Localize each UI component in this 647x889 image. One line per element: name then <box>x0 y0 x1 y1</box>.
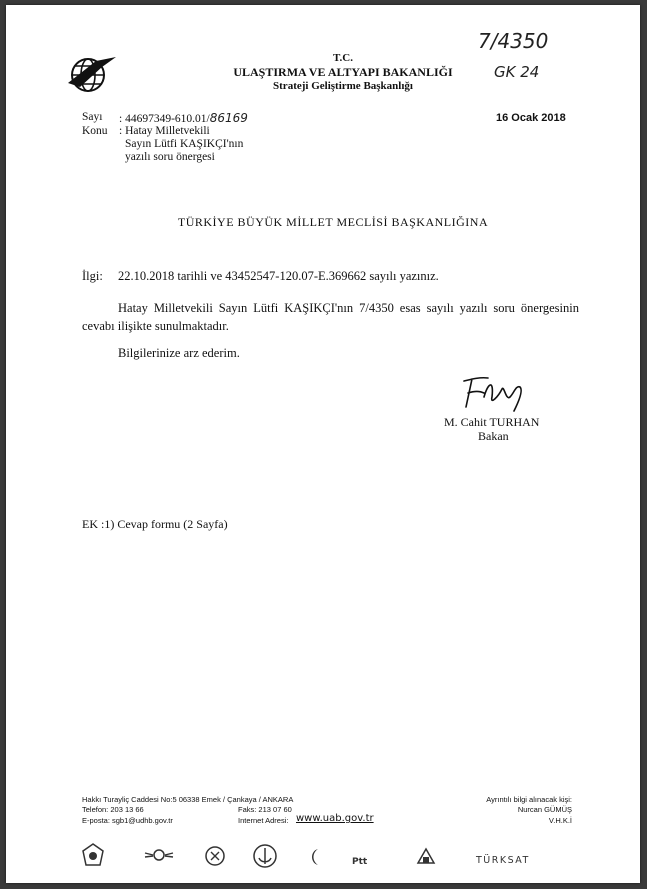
footer-contact-title: V.H.K.İ <box>548 816 572 825</box>
addressee: TÜRKİYE BÜYÜK MİLLET MECLİSİ BAŞKANLIĞINA <box>177 215 489 229</box>
handwritten-code: GK 24 <box>494 63 540 81</box>
footer-internet-label: Internet Adresi: <box>238 816 289 825</box>
maritime-emblem-logo-icon <box>252 843 278 869</box>
ptt-logo: Ptt <box>352 857 368 867</box>
ilgi-label: İlgi: <box>82 269 103 283</box>
handwritten-ref-number: 7/4350 <box>478 29 549 53</box>
closing-text: Bilgilerinize arz ederim. <box>118 346 240 360</box>
header-ministry: ULAŞTIRMA VE ALTYAPI BAKANLIĞI <box>233 65 453 79</box>
konu-line-3: yazılı soru önergesi <box>125 151 215 163</box>
paragraph-1-line-1: Hatay Milletvekili Sayın Lütfi KAŞIKÇI'nın 7/4350 esas sayılı yazılı soru önergesinin <box>118 301 579 315</box>
kgm-logo-icon <box>204 845 226 867</box>
konu-line-1: : Hatay Milletvekili <box>119 125 210 137</box>
footer-address: Hakkı Turayliç Caddesi No:5 06338 Emek / Çankaya / ANKARA <box>82 795 294 804</box>
signer-name: M. Cahit TURHAN <box>444 415 540 429</box>
konu-line-2: Sayın Lütfi KAŞIKÇI'nın <box>125 138 244 150</box>
sayi-number: : 44697349-610.01/ <box>119 113 210 125</box>
crescent-logo-icon <box>306 847 324 867</box>
document-page <box>6 5 640 883</box>
sayi-handwritten-suffix: 86169 <box>209 111 248 125</box>
document-date: 16 Ocak 2018 <box>496 112 566 124</box>
footer-contact-label: Ayrıntılı bilgi alınacak kişi: <box>486 795 572 804</box>
dhmi-logo-icon <box>82 843 104 867</box>
header-tc: T.C. <box>333 52 353 64</box>
footer-email: E-posta: sgb1@udhb.gov.tr <box>82 816 173 825</box>
footer-internet-link[interactable]: www.uab.gov.tr <box>296 813 374 824</box>
paragraph-1-line-2: cevabı ilişikte sunulmaktadır. <box>82 319 229 333</box>
footer-fax: Faks: 213 07 60 <box>238 805 292 814</box>
handwritten-signature-icon <box>454 367 534 413</box>
ilgi-text: 22.10.2018 tarihli ve 43452547-120.07-E.369662 sayılı yazınız. <box>118 269 439 283</box>
attachment-list: EK :1) Cevap formu (2 Sayfa) <box>82 517 228 531</box>
signer-title: Bakan <box>478 429 509 443</box>
shgm-wings-logo-icon <box>144 847 174 863</box>
footer-contact-name: Nurcan GÜMÜŞ <box>517 805 572 814</box>
sayi-label: Sayı <box>82 111 103 123</box>
sayi-value <box>119 111 248 125</box>
konu-label: Konu <box>82 125 108 137</box>
tcdd-logo-icon <box>416 845 436 867</box>
turksat-logo: TÜRKSAT <box>476 855 530 866</box>
header-department: Strateji Geliştirme Başkanlığı <box>273 80 413 92</box>
footer-phone: Telefon: 203 13 66 <box>82 805 144 814</box>
